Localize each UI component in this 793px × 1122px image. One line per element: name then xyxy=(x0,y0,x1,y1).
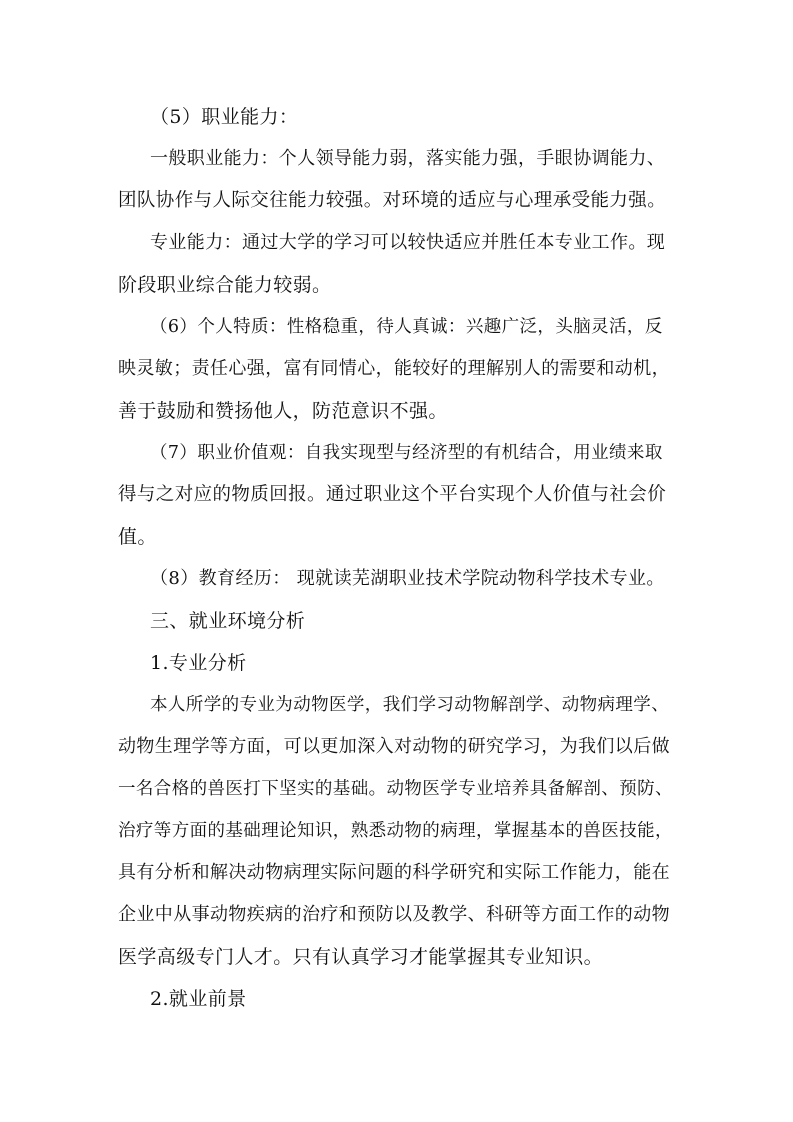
text-line-12: （8）教育经历： 现就读芜湖职业技术学院动物科学技术专业。 xyxy=(150,568,665,589)
text-line-17: 一名合格的兽医打下坚实的基础。动物医学专业培养具备解剖、预防、 xyxy=(118,779,673,799)
subsection-heading-2: 2.就业前景 xyxy=(150,988,247,1010)
section-heading: 三、就业环境分析 xyxy=(150,610,306,632)
text-line-8: 善于鼓励和赞扬他人，防范意识不强。 xyxy=(118,400,448,422)
text-line-9: （7）职业价值观：自我实现型与经济型的有机结合，用业绩来取 xyxy=(150,443,663,463)
text-line-10: 得与之对应的物质回报。通过职业这个平台实现个人价值与社会价 xyxy=(118,484,667,505)
text-line-6: （6）个人特质：性格稳重，待人真诚：兴趣广泛，头脑灵活，反 xyxy=(150,317,663,337)
text-line-2: 一般职业能力：个人领导能力弱，落实能力强，手眼协调能力、 xyxy=(150,148,666,169)
text-line-19: 具有分析和解决动物病理实际问题的科学研究和实际工作能力，能在 xyxy=(118,862,670,883)
text-line-15: 本人所学的专业为动物医学，我们学习动物解剖学、动物病理学、 xyxy=(150,695,670,715)
text-line-5: 阶段职业综合能力较弱。 xyxy=(118,274,332,296)
text-line-21: 医学高级专门人才。只有认真学习才能掌握其专业知识。 xyxy=(118,946,604,968)
text-line-16: 动物生理学等方面，可以更加深入对动物的研究学习，为我们以后做 xyxy=(118,736,670,757)
subsection-heading-1: 1.专业分析 xyxy=(150,652,247,674)
text-line-1: （5）职业能力： xyxy=(150,106,299,128)
text-line-20: 企业中从事动物疾病的治疗和预防以及教学、科研等方面工作的动物 xyxy=(118,904,670,925)
text-line-18: 治疗等方面的基础理论知识，熟悉动物的病理，掌握基本的兽医技能， xyxy=(118,821,673,841)
text-line-7: 映灵敏；责任心强，富有同情心，能较好的理解别人的需要和动机， xyxy=(118,358,670,379)
text-line-3: 团队协作与人际交往能力较强。对环境的适应与心理承受能力强。 xyxy=(118,190,667,211)
text-line-11: 值。 xyxy=(118,526,157,548)
text-line-4: 专业能力：通过大学的学习可以较快适应并胜任本专业工作。现 xyxy=(150,232,666,253)
